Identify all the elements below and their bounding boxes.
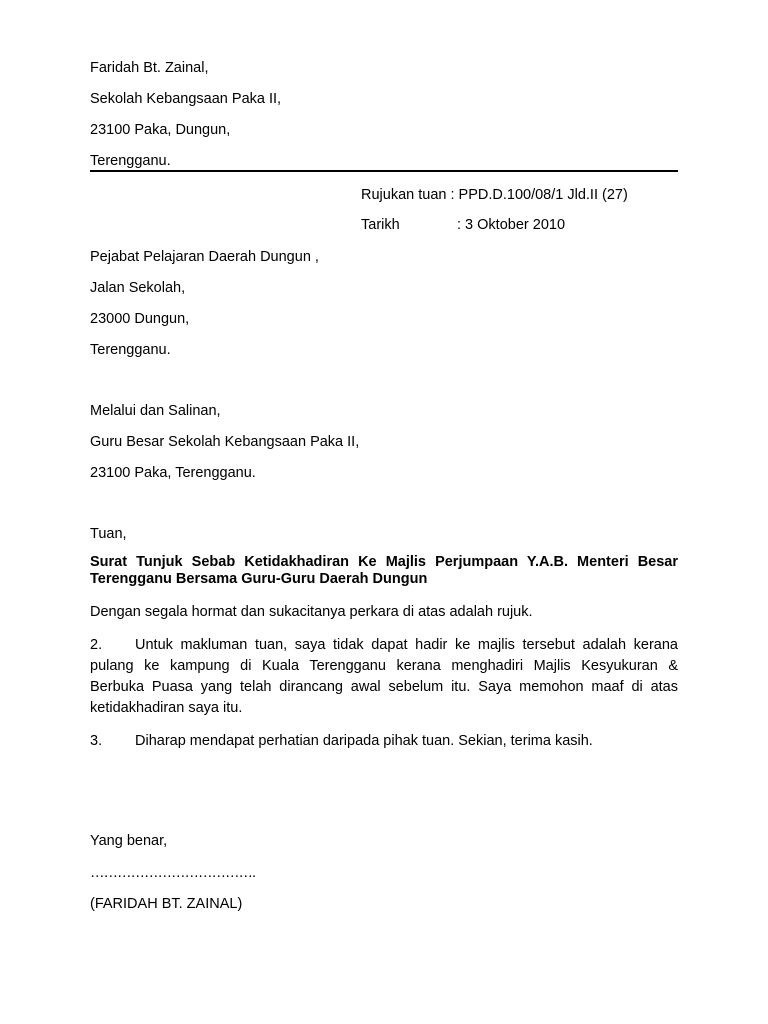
- salutation: Tuan,: [90, 526, 127, 542]
- recipient-postcode-city: 23000 Dungun,: [90, 311, 190, 327]
- recipient-state: Terengganu.: [90, 342, 171, 358]
- sender-postcode-city: 23100 Paka, Dungun,: [90, 122, 231, 138]
- sender-school: Sekolah Kebangsaan Paka II,: [90, 91, 282, 107]
- sign-off: Yang benar,: [90, 833, 168, 849]
- paragraph-line: ketidakhadiran saya itu.: [90, 700, 243, 716]
- paragraph-line: [90, 635, 678, 656]
- date-value: : 3 Oktober 2010: [457, 217, 566, 233]
- recipient-street: Jalan Sekolah,: [90, 280, 186, 296]
- subject-line: Surat Tunjuk Sebab Ketidakhadiran Ke Majlis Perjumpaan Y.A.B. Menteri Besar: [90, 554, 678, 570]
- reference-value: : PPD.D.100/08/1 Jld.II (27): [450, 187, 628, 203]
- paragraph-3: [90, 732, 593, 750]
- date-label: Tarikh: [361, 217, 400, 233]
- via-address: 23100 Paka, Terengganu.: [90, 465, 256, 481]
- header-divider: [90, 170, 678, 172]
- reference-line: [361, 186, 628, 204]
- sender-name: Faridah Bt. Zainal,: [90, 60, 209, 76]
- paragraph-2: [90, 635, 678, 719]
- intro-paragraph: Dengan segala hormat dan sukacitanya perkara di atas adalah rujuk.: [90, 604, 533, 620]
- paragraph-3-text: Diharap mendapat perhatian daripada pihak tuan. Sekian, terima kasih.: [135, 733, 593, 749]
- signatory-name: (FARIDAH BT. ZAINAL): [90, 896, 243, 912]
- via-heading: Melalui dan Salinan,: [90, 403, 221, 419]
- subject-heading: [90, 554, 678, 588]
- paragraph-line-text: Untuk makluman tuan, saya tidak dapat hadir ke majlis tersebut adalah kerana: [135, 637, 678, 653]
- reference-label: Rujukan tuan: [361, 187, 447, 203]
- paragraph-line: pulang ke kampung di Kuala Terengganu kerana menghadiri Majlis Kesyukuran &: [90, 658, 678, 674]
- via-title: Guru Besar Sekolah Kebangsaan Paka II,: [90, 434, 360, 450]
- signature-line: ……………………………….: [90, 865, 256, 881]
- subject-line: Terengganu Bersama Guru-Guru Daerah Dungun: [90, 571, 428, 587]
- paragraph-number: 3.: [90, 733, 103, 749]
- paragraph-line: Berbuka Puasa yang telah dirancang awal sebelum itu. Saya memohon maaf di atas: [90, 679, 678, 695]
- date-line: [361, 216, 565, 234]
- recipient-office: Pejabat Pelajaran Daerah Dungun ,: [90, 249, 319, 265]
- sender-state: Terengganu.: [90, 153, 171, 169]
- paragraph-number: 2.: [90, 637, 103, 653]
